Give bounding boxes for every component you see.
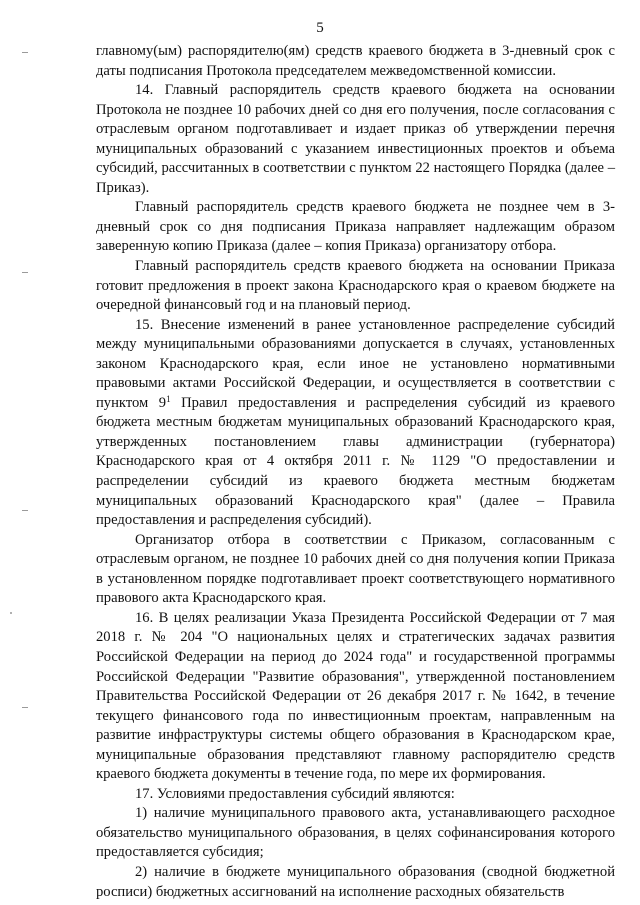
paragraph-15-text-start: 15. Внесение изменений в ранее установленное распределение субсидий между муниципальными образованиями допускается в случаях, установленных законом Краснодарского края, если иное не установлено нормативными правовыми актами Российской Федерации, и осуществляется в соответствии с пунктом 9 (96, 316, 615, 411)
paragraph-17-item-2: 2) наличие в бюджете муниципального образования (сводной бюджетной росписи) бюджетных ассигнований на исполнение расходных обязательств (96, 863, 615, 900)
paragraph-17-item-1: 1) наличие муниципального правового акта, устанавливающего расходное обязательство муниципального образования, в целях софинансирования которого предоставляется субсидия; (96, 805, 615, 861)
margin-tick (10, 612, 12, 614)
paragraph-14-budget: Главный распорядитель средств краевого бюджета на основании Приказа готовит предложения в проект закона Краснодарского края о краевом бюджете на очередной финансовый год и на плановый период. (96, 258, 615, 314)
paragraph-15-text-end: Правил предоставления и распределения субсидий из краевого бюджета местным бюджетам муниципальных образований Краснодарского края, утвержденных постановлением главы администрации (губернатора) Краснодарского края от 4 октября 2011 г. № 1129 "О предоставлении и распределении субсидий из краевого бюджета местным бюджетам муниципальных образований Краснодарского края" (далее – Правила предоставления и распределения субсидий). (96, 394, 615, 529)
margin-mark (22, 707, 28, 708)
paragraph-15-organizer: Организатор отбора в соответствии с Приказом, согласованным с отраслевым органом, не позднее 10 рабочих дней со дня получения копии Приказа в установленном порядке подготавливает проект соответствующего нормативного правового акта Краснодарского края. (96, 531, 615, 607)
document-body (96, 42, 615, 902)
paragraph-17: 17. Условиями предоставления субсидий являются: (135, 785, 455, 802)
paragraph-14: 14. Главный распорядитель средств краевого бюджета на основании Протокола не позднее 10 рабочих дней со дня его получения, после согласования с отраслевым органом подготавливает и издает приказ об утверждении перечня муниципальных образований с указанием инвестиционных проектов и объема субсидий, рассчитанных в соответствии с пунктом 22 настоящего Порядка (далее – Приказ). (96, 82, 615, 196)
paragraph-14-copy: Главный распорядитель средств краевого бюджета не позднее чем в 3-дневный срок со дня подписания Приказа направляет надлежащим образом заверенную копию Приказа (далее – копия Приказа) организатору отбора. (96, 199, 615, 255)
page-number: 5 (316, 20, 324, 36)
margin-mark (22, 510, 28, 511)
paragraph-continued: главному(ым) распорядителю(ям) средств краевого бюджета в 3-дневный срок с даты подписания Протокола председателем межведомственной комиссии. (96, 43, 615, 79)
paragraph-15 (96, 316, 615, 531)
superscript-marker: 1 (166, 393, 171, 404)
margin-mark (22, 52, 28, 53)
paragraph-16: 16. В целях реализации Указа Президента Российской Федерации от 7 мая 2018 г. № 204 "О национальных целях и стратегических задачах развития Российской Федерации на период до 2024 года" и государственной программы Российской Федерации "Развитие образования", утвержденной постановлением Правительства Российской Федерации от 26 декабря 2017 г. № 1642, в течение текущего финансового года по инвестиционным проектам, направленным на развитие инфраструктуры системы общего образования в Краснодарском крае, муниципальные образования представляют главному распорядителю средств краевого бюджета документы в течение года, по мере их формирования. (96, 609, 615, 783)
margin-mark (22, 272, 28, 273)
